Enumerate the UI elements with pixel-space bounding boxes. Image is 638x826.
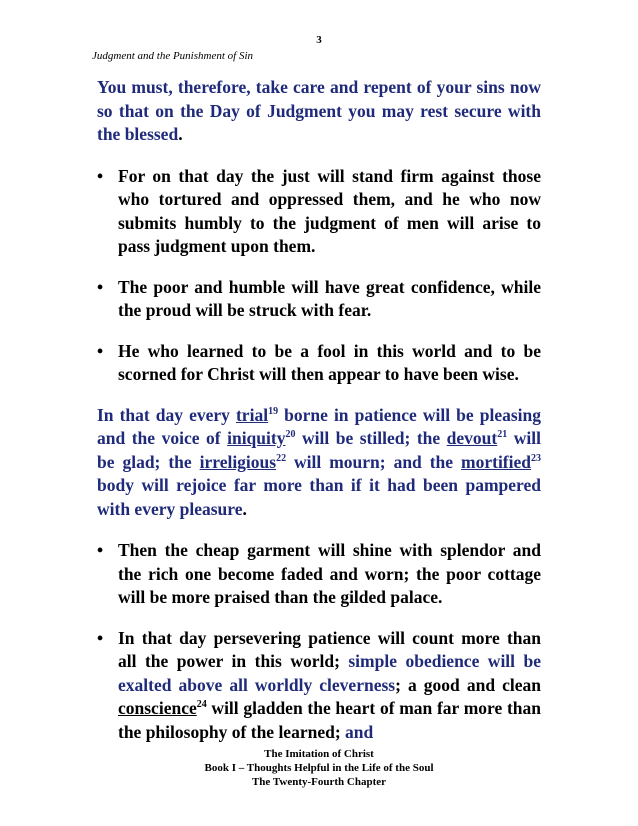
footnote-ref-21[interactable]: 21 [497,429,508,441]
page-footer [0,747,638,789]
text-run: will mourn; and the [286,451,462,472]
chapter-body [97,76,541,761]
footnote-ref-22[interactable]: 22 [276,452,287,464]
glossary-term-irreligious[interactable]: irreligious [199,451,277,472]
intro-text: You must, therefore, take care and repent of your sins now so that on the Day of Judgment you may rest secure with the blessed [97,77,541,144]
text-run: will be glad; the [97,428,541,472]
text-run: will be stilled; the [295,428,447,448]
text-run: will gladden the heart of man far more than the philosophy of the learned; [118,698,541,742]
bullet-item-persevering-patience [97,627,541,745]
footnote-ref-19[interactable]: 19 [268,405,279,417]
glossary-term-mortified[interactable]: mortified [461,451,531,472]
footnote-ref-20[interactable]: 20 [285,429,296,441]
text-run: borne in patience will be pleasing and the voice of [97,404,541,448]
text-run: In that day persevering patience will count more than all the power in this world; [118,627,541,671]
running-title: Judgment and the Punishment of Sin [92,50,254,62]
footer-book-title: The Imitation of Christ [264,748,374,760]
footer-book-part: Book I – Thoughts Helpful in the Life of the Soul [204,762,434,774]
emphasis-and: and [345,721,374,742]
intro-period: . [178,124,183,144]
glossary-term-iniquity[interactable]: iniquity [227,428,286,448]
bullet-item-poor-and-humble: • The poor and humble will have great confidence, while the proud will be struck with fear. [97,276,541,323]
glossary-term-devout[interactable]: devout [446,428,498,448]
footnote-ref-23[interactable]: 23 [531,452,541,464]
text-run: ; a good and clean [395,674,541,695]
footnote-ref-24[interactable]: 24 [196,699,207,711]
judgment-day-paragraph [97,404,541,522]
bullet-item-cheap-garment: • Then the cheap garment will shine with splendor and the rich one become faded and worn; the poor cottage will be more praised than the gilded palace. [97,539,541,610]
emphasis-obedience: simple obedience will be exalted above all worldly cleverness [118,651,542,695]
page-number: 3 [316,34,322,46]
glossary-term-conscience[interactable]: conscience [118,698,197,718]
glossary-term-trial[interactable]: trial [235,404,269,425]
text-run: In that day every [97,404,236,425]
intro-paragraph [97,76,541,147]
text-run: body will rejoice far more than if it had been pampered with every pleasure [97,475,541,519]
footer-chapter: The Twenty-Fourth Chapter [251,776,387,788]
bullet-item-fool-for-christ: • He who learned to be a fool in this world and to be scorned for Christ will then appear to have been wise. [97,340,541,387]
paragraph-period: . [242,498,247,519]
bullet-item-just-stand-firm: • For on that day the just will stand firm against those who tortured and oppressed them, and he who now submits humbly to the judgment of men will arise to pass judgment upon them. [97,165,541,259]
